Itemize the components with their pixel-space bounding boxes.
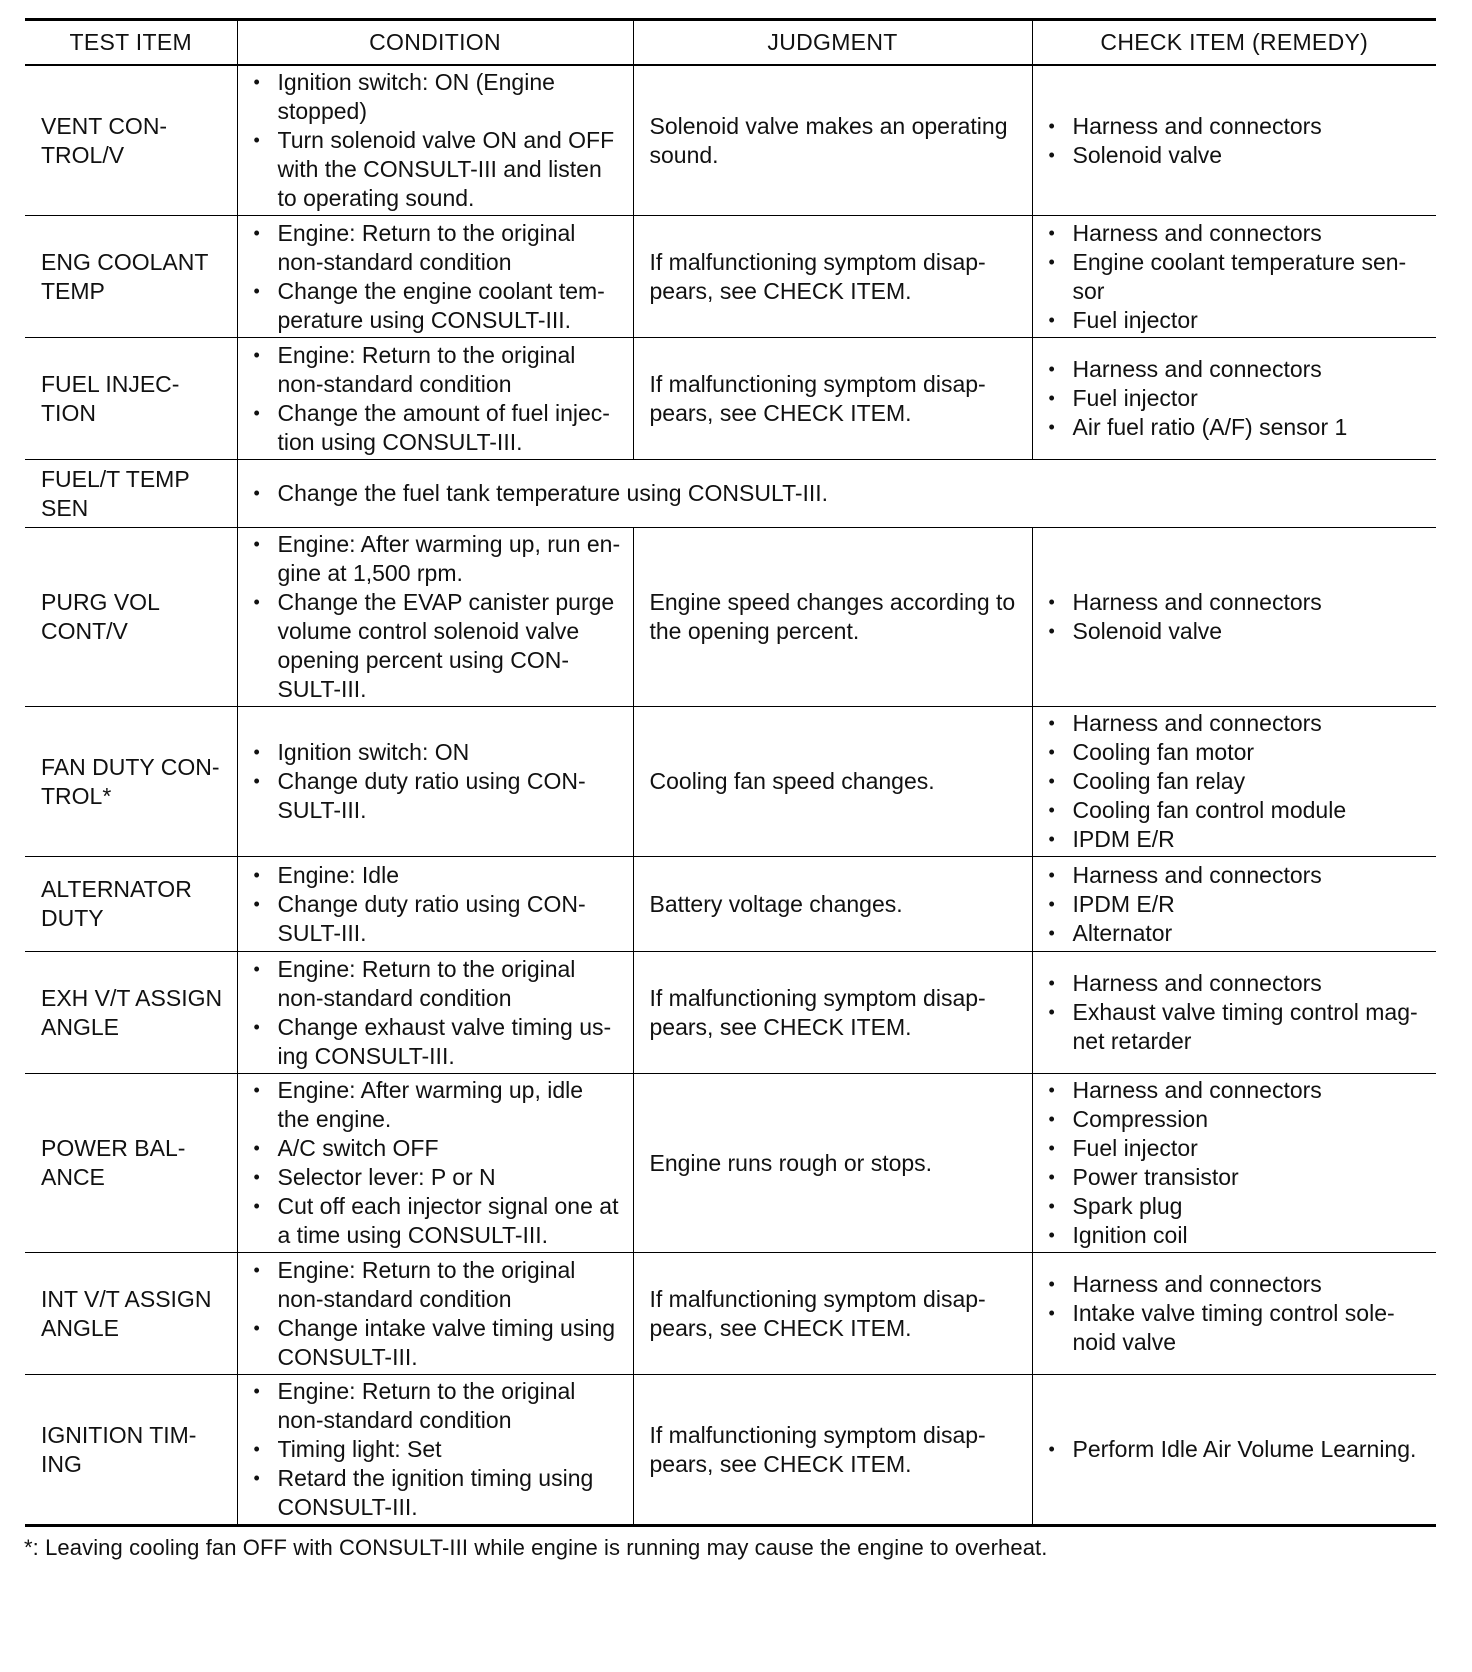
check-item-bullet: • Fuel injector [1049, 306, 1425, 335]
check-item-bullet: • IPDM E/R [1049, 825, 1425, 854]
condition-bullet: • Engine: After warming up, run en-gine at 1,500 rpm. [254, 530, 621, 588]
judgment-cell: Engine speed changes according to the opening percent. [633, 528, 1032, 707]
test-item-cell [25, 338, 237, 460]
judgment-cell: Battery voltage changes. [633, 857, 1032, 952]
condition-list [254, 219, 621, 335]
test-item-line: TION [41, 399, 96, 426]
check-item-bullet: • Harness and connectors [1049, 861, 1425, 890]
condition-cell [237, 1074, 633, 1253]
check-item-bullet: • Harness and connectors [1049, 1076, 1425, 1105]
check-item-bullet: • Harness and connectors [1049, 355, 1425, 384]
check-item-cell [1032, 952, 1436, 1074]
condition-list [254, 68, 621, 213]
judgment-cell: If malfunctioning symptom disap-pears, see CHECK ITEM. [633, 1375, 1032, 1526]
check-item-list [1049, 1076, 1425, 1250]
condition-bullet: • Engine: Return to the original non-standard condition [254, 1377, 621, 1435]
condition-list [254, 738, 621, 825]
test-item-cell [25, 65, 237, 216]
test-item-cell [25, 952, 237, 1074]
condition-bullet: • Engine: Idle [254, 861, 621, 890]
condition-list [254, 479, 1425, 508]
check-item-bullet: • Intake valve timing control sole-noid valve [1049, 1299, 1425, 1357]
condition-cell [237, 460, 1436, 528]
document [25, 18, 1436, 1561]
condition-cell [237, 1253, 633, 1375]
test-item-line: CONT/V [41, 618, 128, 644]
test-item-line: INT V/T ASSIGN [41, 1285, 212, 1312]
condition-cell [237, 65, 633, 216]
check-item-bullet: • Exhaust valve timing control mag-net retarder [1049, 998, 1425, 1056]
condition-bullet: • Change the EVAP canister purge volume control solenoid valve opening percent using CON-SULT-III. [254, 588, 621, 704]
condition-bullet: • Selector lever: P or N [254, 1163, 621, 1192]
check-item-bullet: • Power transistor [1049, 1163, 1425, 1192]
condition-list [254, 861, 621, 948]
table-row [25, 857, 1436, 952]
judgment-cell: Solenoid valve makes an operating sound. [633, 65, 1032, 216]
test-item-line: TROL/V [41, 141, 125, 168]
check-item-cell [1032, 65, 1436, 216]
condition-bullet: • Change intake valve timing using CONSULT-III. [254, 1314, 621, 1372]
check-item-list [1049, 588, 1425, 646]
condition-bullet: • Engine: Return to the original non-standard condition [254, 955, 621, 1013]
test-item-line: ANGLE [41, 1013, 119, 1040]
test-item-line: IGNITION TIM- [41, 1421, 197, 1448]
table-row [25, 528, 1436, 707]
test-item-line: ANCE [41, 1164, 105, 1190]
header-check-item: CHECK ITEM (REMEDY) [1032, 20, 1436, 66]
condition-bullet: • Engine: After warming up, idle the engine. [254, 1076, 621, 1134]
test-item-line: PURG VOL [41, 589, 160, 615]
condition-bullet: • Change the engine coolant tem-perature using CONSULT-III. [254, 277, 621, 335]
check-item-list [1049, 219, 1425, 335]
condition-cell [237, 338, 633, 460]
check-item-bullet: • Harness and connectors [1049, 219, 1425, 248]
condition-list [254, 1076, 621, 1250]
condition-list [254, 530, 621, 704]
check-item-bullet: • Cooling fan motor [1049, 738, 1425, 767]
check-item-bullet: • Harness and connectors [1049, 969, 1425, 998]
condition-bullet: • Engine: Return to the original non-standard condition [254, 1256, 621, 1314]
judgment-cell: If malfunctioning symptom disap-pears, see CHECK ITEM. [633, 1253, 1032, 1375]
condition-bullet: • Change the fuel tank temperature using CONSULT-III. [254, 479, 1425, 508]
check-item-list [1049, 861, 1425, 948]
test-item-cell [25, 707, 237, 857]
table-row [25, 952, 1436, 1074]
test-item-line: TEMP [41, 277, 105, 304]
check-item-list [1049, 969, 1425, 1056]
check-item-cell [1032, 528, 1436, 707]
check-item-cell [1032, 857, 1436, 952]
test-item-line: FUEL INJEC- [41, 370, 180, 397]
judgment-cell: If malfunctioning symptom disap-pears, see CHECK ITEM. [633, 216, 1032, 338]
condition-bullet: • Engine: Return to the original non-standard condition [254, 341, 621, 399]
check-item-bullet: • Perform Idle Air Volume Learning. [1049, 1435, 1425, 1464]
header-condition: CONDITION [237, 20, 633, 66]
test-item-line: ENG COOLANT [41, 248, 209, 275]
footnote: *: Leaving cooling fan OFF with CONSULT-III while engine is running may cause the engine to overheat. [24, 1535, 1048, 1560]
judgment-cell: Cooling fan speed changes. [633, 707, 1032, 857]
check-item-bullet: • Alternator [1049, 919, 1425, 948]
check-item-bullet: • Cooling fan relay [1049, 767, 1425, 796]
test-item-cell [25, 1074, 237, 1253]
table-header-row [25, 20, 1436, 66]
condition-bullet: • Ignition switch: ON [254, 738, 621, 767]
test-item-cell [25, 216, 237, 338]
header-judgment: JUDGMENT [633, 20, 1032, 66]
judgment-cell: If malfunctioning symptom disap-pears, see CHECK ITEM. [633, 338, 1032, 460]
active-test-table [25, 18, 1436, 1527]
check-item-bullet: • Engine coolant temperature sen-sor [1049, 248, 1425, 306]
condition-bullet: • Change exhaust valve timing us-ing CONSULT-III. [254, 1013, 621, 1071]
condition-bullet: • Timing light: Set [254, 1435, 621, 1464]
condition-bullet: • Engine: Return to the original non-standard condition [254, 219, 621, 277]
condition-bullet: • A/C switch OFF [254, 1134, 621, 1163]
test-item-cell [25, 1375, 237, 1526]
check-item-cell [1032, 338, 1436, 460]
condition-list [254, 1256, 621, 1372]
check-item-list [1049, 709, 1425, 854]
condition-list [254, 341, 621, 457]
judgment-cell: Engine runs rough or stops. [633, 1074, 1032, 1253]
test-item-cell [25, 528, 237, 707]
test-item-cell [25, 857, 237, 952]
check-item-cell [1032, 707, 1436, 857]
check-item-cell [1032, 1253, 1436, 1375]
condition-bullet: • Ignition switch: ON (Engine stopped) [254, 68, 621, 126]
condition-cell [237, 952, 633, 1074]
table-row [25, 460, 1436, 528]
condition-cell [237, 857, 633, 952]
table-row [25, 338, 1436, 460]
condition-cell [237, 216, 633, 338]
test-item-cell [25, 1253, 237, 1375]
table-row [25, 1253, 1436, 1375]
test-item-line: ING [41, 1450, 82, 1477]
check-item-bullet: • Fuel injector [1049, 384, 1425, 413]
test-item-line: ANGLE [41, 1314, 119, 1341]
condition-bullet: • Cut off each injector signal one at a time using CONSULT-III. [254, 1192, 621, 1250]
check-item-list [1049, 112, 1425, 170]
test-item-line: POWER BAL- [41, 1135, 186, 1161]
check-item-list [1049, 355, 1425, 442]
table-row [25, 1074, 1436, 1253]
check-item-cell [1032, 216, 1436, 338]
condition-cell [237, 1375, 633, 1526]
check-item-bullet: • Air fuel ratio (A/F) sensor 1 [1049, 413, 1425, 442]
condition-bullet: • Retard the ignition timing using CONSULT-III. [254, 1464, 621, 1522]
test-item-line: EXH V/T ASSIGN [41, 984, 223, 1011]
condition-bullet: • Change the amount of fuel injec-tion using CONSULT-III. [254, 399, 621, 457]
check-item-bullet: • Harness and connectors [1049, 709, 1425, 738]
check-item-bullet: • Compression [1049, 1105, 1425, 1134]
check-item-bullet: • Cooling fan control module [1049, 796, 1425, 825]
test-item-line: FAN DUTY CON- [41, 753, 220, 780]
test-item-line: SEN [41, 494, 89, 521]
check-item-cell [1032, 1375, 1436, 1526]
table-row [25, 216, 1436, 338]
table-row [25, 1375, 1436, 1526]
condition-cell [237, 707, 633, 857]
check-item-cell [1032, 1074, 1436, 1253]
check-item-list [1049, 1435, 1425, 1464]
condition-bullet: • Turn solenoid valve ON and OFF with the CONSULT-III and listen to operating sound. [254, 126, 621, 213]
check-item-bullet: • Harness and connectors [1049, 1270, 1425, 1299]
condition-cell [237, 528, 633, 707]
check-item-bullet: • Spark plug [1049, 1192, 1425, 1221]
test-item-line: FUEL/T TEMP [41, 465, 190, 492]
check-item-bullet: • Harness and connectors [1049, 588, 1425, 617]
condition-bullet: • Change duty ratio using CON-SULT-III. [254, 767, 621, 825]
header-test-item: TEST ITEM [25, 20, 237, 66]
condition-list [254, 955, 621, 1071]
table-row [25, 65, 1436, 216]
condition-bullet: • Change duty ratio using CON-SULT-III. [254, 890, 621, 948]
test-item-line: ALTERNATOR [41, 876, 192, 902]
table-row [25, 707, 1436, 857]
test-item-line: TROL* [41, 782, 112, 809]
check-item-bullet: • IPDM E/R [1049, 890, 1425, 919]
judgment-cell: If malfunctioning symptom disap-pears, see CHECK ITEM. [633, 952, 1032, 1074]
test-item-line: DUTY [41, 905, 104, 931]
test-item-cell [25, 460, 237, 528]
check-item-bullet: • Ignition coil [1049, 1221, 1425, 1250]
check-item-bullet: • Fuel injector [1049, 1134, 1425, 1163]
check-item-bullet: • Harness and connectors [1049, 112, 1425, 141]
condition-list [254, 1377, 621, 1522]
check-item-bullet: • Solenoid valve [1049, 617, 1425, 646]
check-item-list [1049, 1270, 1425, 1357]
check-item-bullet: • Solenoid valve [1049, 141, 1425, 170]
test-item-line: VENT CON- [41, 112, 168, 139]
